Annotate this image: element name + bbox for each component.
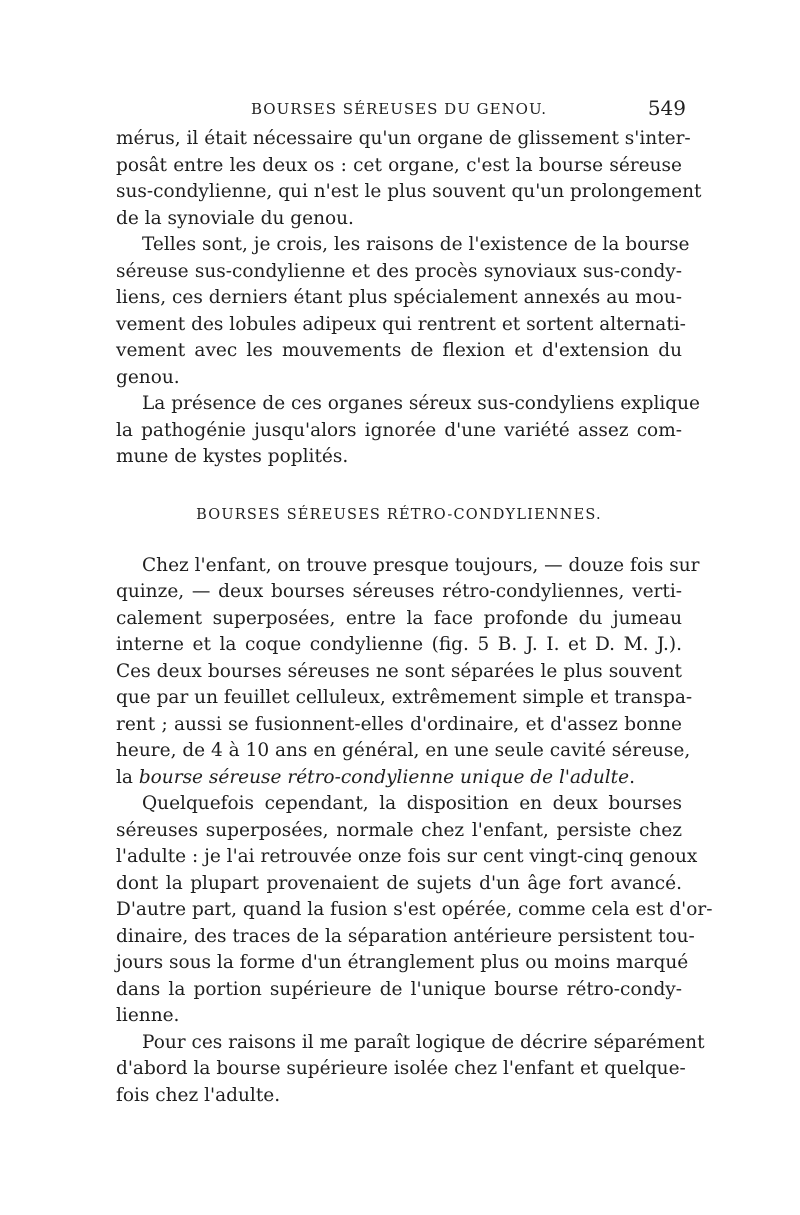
text-line: mérus, il était nécessaire qu'un organe de glissement s'inter- (116, 128, 691, 149)
text-line: sus-condylienne, qui n'est le plus souvent qu'un prolongement (116, 181, 702, 202)
text-line: Chez l'enfant, on trouve presque toujours, — douze fois sur (142, 554, 700, 576)
text-line: Quelquefois cependant, la disposition en deux bourses (142, 793, 682, 814)
text-line: La présence de ces organes séreux sus-condyliens explique (142, 393, 700, 414)
text-line: vement des lobules adipeux qui rentrent et sortent alternati- (116, 313, 686, 335)
text-line: vement avec les mouvements de flexion et d'extension du (116, 340, 682, 361)
text-line: séreuses superposées, normale chez l'enfant, persiste chez (116, 819, 682, 841)
running-title: BOURSES SÉREUSES DU GENOU. (250, 100, 547, 118)
text-line: de la synoviale du genou. (116, 207, 354, 229)
text-line: rent ; aussi se fusionnent-elles d'ordinaire, et d'assez bonne (116, 713, 682, 735)
line-suffix: . (629, 766, 635, 788)
paragraph-la-presence (116, 391, 700, 471)
text-line: dont la plupart provenaient de sujets d'un âge fort avancé. (116, 872, 682, 894)
text-line: posât entre les deux os : cet organe, c'est la bourse séreuse (116, 154, 682, 176)
text-line: mune de kystes poplités. (116, 446, 349, 467)
text-line-with-italic (116, 765, 682, 792)
text-line: calement superposées, entre la face profonde du jumeau (116, 607, 682, 629)
text-line: Pour ces raisons il me paraît logique de décrire séparément (142, 1031, 705, 1053)
page-number: 549 (647, 96, 686, 120)
book-page (116, 96, 713, 1109)
text-line: D'autre part, quand la fusion s'est opérée, comme cela est d'or- (116, 899, 713, 920)
text-line: jours sous la forme d'un étranglement plus ou moins marqué (116, 952, 689, 973)
text-line: Ces deux bourses séreuses ne sont séparées le plus souvent (116, 660, 682, 682)
paragraph-pour-ces-raisons (116, 1030, 705, 1110)
paragraph-chez-l-enfant (116, 553, 700, 792)
text-line: Telles sont, je crois, les raisons de l'existence de la bourse (142, 234, 690, 255)
text-line: heure, de 4 à 10 ans en général, en une seule cavité séreuse, (116, 740, 691, 761)
text-line: d'abord la bourse supérieure isolée chez l'enfant et quelque- (116, 1058, 686, 1079)
paragraph-continuation (116, 126, 702, 232)
text-line: séreuse sus-condylienne et des procès synoviaux sus-condy- (116, 260, 682, 282)
italic-term: bourse séreuse rétro-condylienne unique de l'adulte (138, 766, 630, 788)
running-head (116, 96, 686, 126)
text-line: dans la portion supérieure de l'unique bourse rétro-condy- (116, 978, 682, 1000)
line-prefix: la (116, 766, 139, 788)
paragraph-telles-sont (116, 232, 690, 391)
text-line: genou. (116, 366, 180, 388)
text-line: que par un feuillet celluleux, extrêmement simple et transpa- (116, 687, 693, 708)
text-line: interne et la coque condylienne (fig. 5 B. J. I. et D. M. J.). (116, 634, 682, 655)
paragraph-quelquefois (116, 791, 713, 1030)
text-line: lienne. (116, 1005, 180, 1026)
text-line: fois chez l'adulte. (116, 1084, 281, 1106)
text-line: la pathogénie jusqu'alors ignorée d'une variété assez com- (116, 419, 682, 441)
text-line: dinaire, des traces de la séparation antérieure persistent tou- (116, 925, 695, 947)
text-line: quinze, — deux bourses séreuses rétro-condyliennes, verti- (116, 581, 682, 602)
text-line: liens, ces derniers étant plus spécialement annexés au mou- (116, 287, 682, 308)
section-heading: BOURSES SÉREUSES RÉTRO-CONDYLIENNES. (196, 506, 602, 523)
text-line: l'adulte : je l'ai retrouvée onze fois sur cent vingt-cinq genoux (116, 846, 698, 867)
